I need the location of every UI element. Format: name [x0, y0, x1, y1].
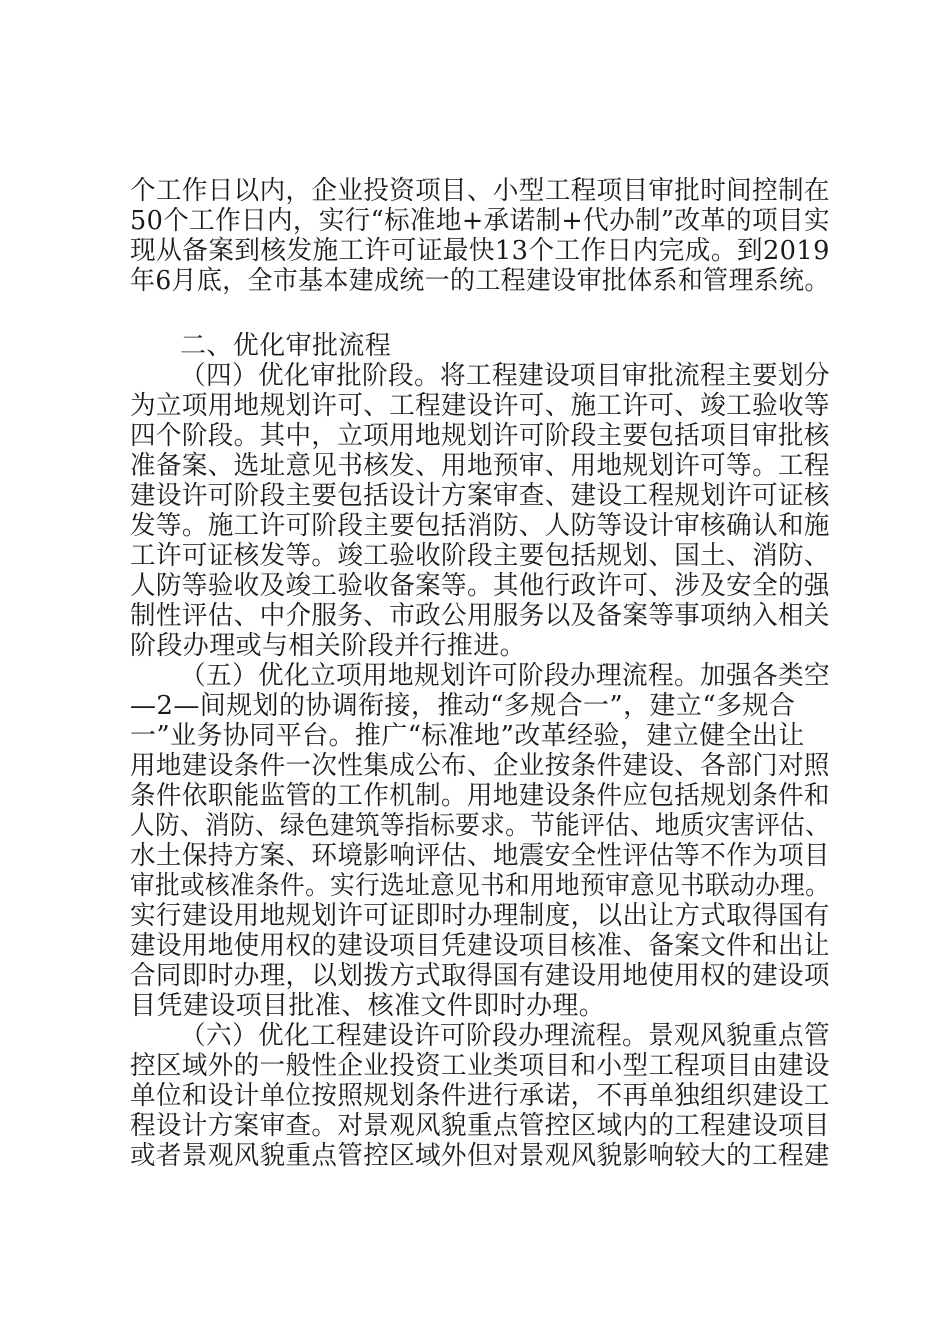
text-line: 50个工作日内，实行“标准地+承诺制+代办制”改革的项目实	[130, 206, 830, 236]
section-heading: 二、优化审批流程	[180, 331, 392, 361]
paragraph-start: （五）优化立项用地规划许可阶段办理流程。加强各类空	[180, 661, 830, 691]
text-line: 条件依职能监管的工作机制。用地建设条件应包括规划条件和	[130, 781, 830, 811]
text-line: 或者景观风貌重点管控区域外但对景观风貌影响较大的工程建	[130, 1141, 830, 1171]
text-line: 控区域外的一般性企业投资工业类项目和小型工程项目由建设	[130, 1051, 830, 1081]
text-line: 一”业务协同平台。推广“标准地”改革经验，建立健全出让	[130, 721, 805, 751]
text-line: 现从备案到核发施工许可证最快13个工作日内完成。到2019	[130, 236, 830, 266]
text-line: 建设许可阶段主要包括设计方案审查、建设工程规划许可证核	[130, 481, 830, 511]
text-line: 审批或核准条件。实行选址意见书和用地预审意见书联动办理。	[130, 871, 831, 901]
text-line: 单位和设计单位按照规划条件进行承诺，不再单独组织建设工	[130, 1081, 830, 1111]
text-line: 程设计方案审查。对景观风貌重点管控区域内的工程建设项目	[130, 1111, 830, 1141]
text-line: 合同即时办理，以划拨方式取得国有建设用地使用权的建设项	[130, 961, 830, 991]
text-line: 年6月底，全市基本建成统一的工程建设审批体系和管理系统。	[130, 266, 830, 296]
text-line: 水土保持方案、环境影响评估、地震安全性评估等不作为项目	[130, 841, 830, 871]
text-line-with-page-number: —2—间规划的协调衔接，推动“多规合一”，建立“多规合	[130, 691, 796, 721]
text-line: 人防、消防、绿色建筑等指标要求。节能评估、地质灾害评估、	[130, 811, 831, 841]
text-line: 四个阶段。其中，立项用地规划许可阶段主要包括项目审批核	[130, 421, 830, 451]
text-line: 人防等验收及竣工验收备案等。其他行政许可、涉及安全的强	[130, 571, 830, 601]
text-line: 用地建设条件一次性集成公布、企业按条件建设、各部门对照	[130, 751, 830, 781]
text-line: 实行建设用地规划许可证即时办理制度，以出让方式取得国有	[130, 901, 830, 931]
text-line: 工许可证核发等。竣工验收阶段主要包括规划、国土、消防、	[130, 541, 830, 571]
paragraph-start: （六）优化工程建设许可阶段办理流程。景观风貌重点管	[180, 1021, 830, 1051]
text-line: 发等。施工许可阶段主要包括消防、人防等设计审核确认和施	[130, 511, 830, 541]
text-line: 阶段办理或与相关阶段并行推进。	[130, 631, 527, 661]
paragraph-start: （四）优化审批阶段。将工程建设项目审批流程主要划分	[180, 361, 830, 391]
text-line: 目凭建设项目批准、核准文件即时办理。	[130, 991, 606, 1021]
text-line: 个工作日以内，企业投资项目、小型工程项目审批时间控制在	[130, 176, 830, 206]
text-line: 为立项用地规划许可、工程建设许可、施工许可、竣工验收等	[130, 391, 830, 421]
text-line: 建设用地使用权的建设项目凭建设项目核准、备案文件和出让	[130, 931, 830, 961]
text-line: 准备案、选址意见书核发、用地预审、用地规划许可等。工程	[130, 451, 830, 481]
text-line: 制性评估、中介服务、市政公用服务以及备案等事项纳入相关	[130, 601, 830, 631]
